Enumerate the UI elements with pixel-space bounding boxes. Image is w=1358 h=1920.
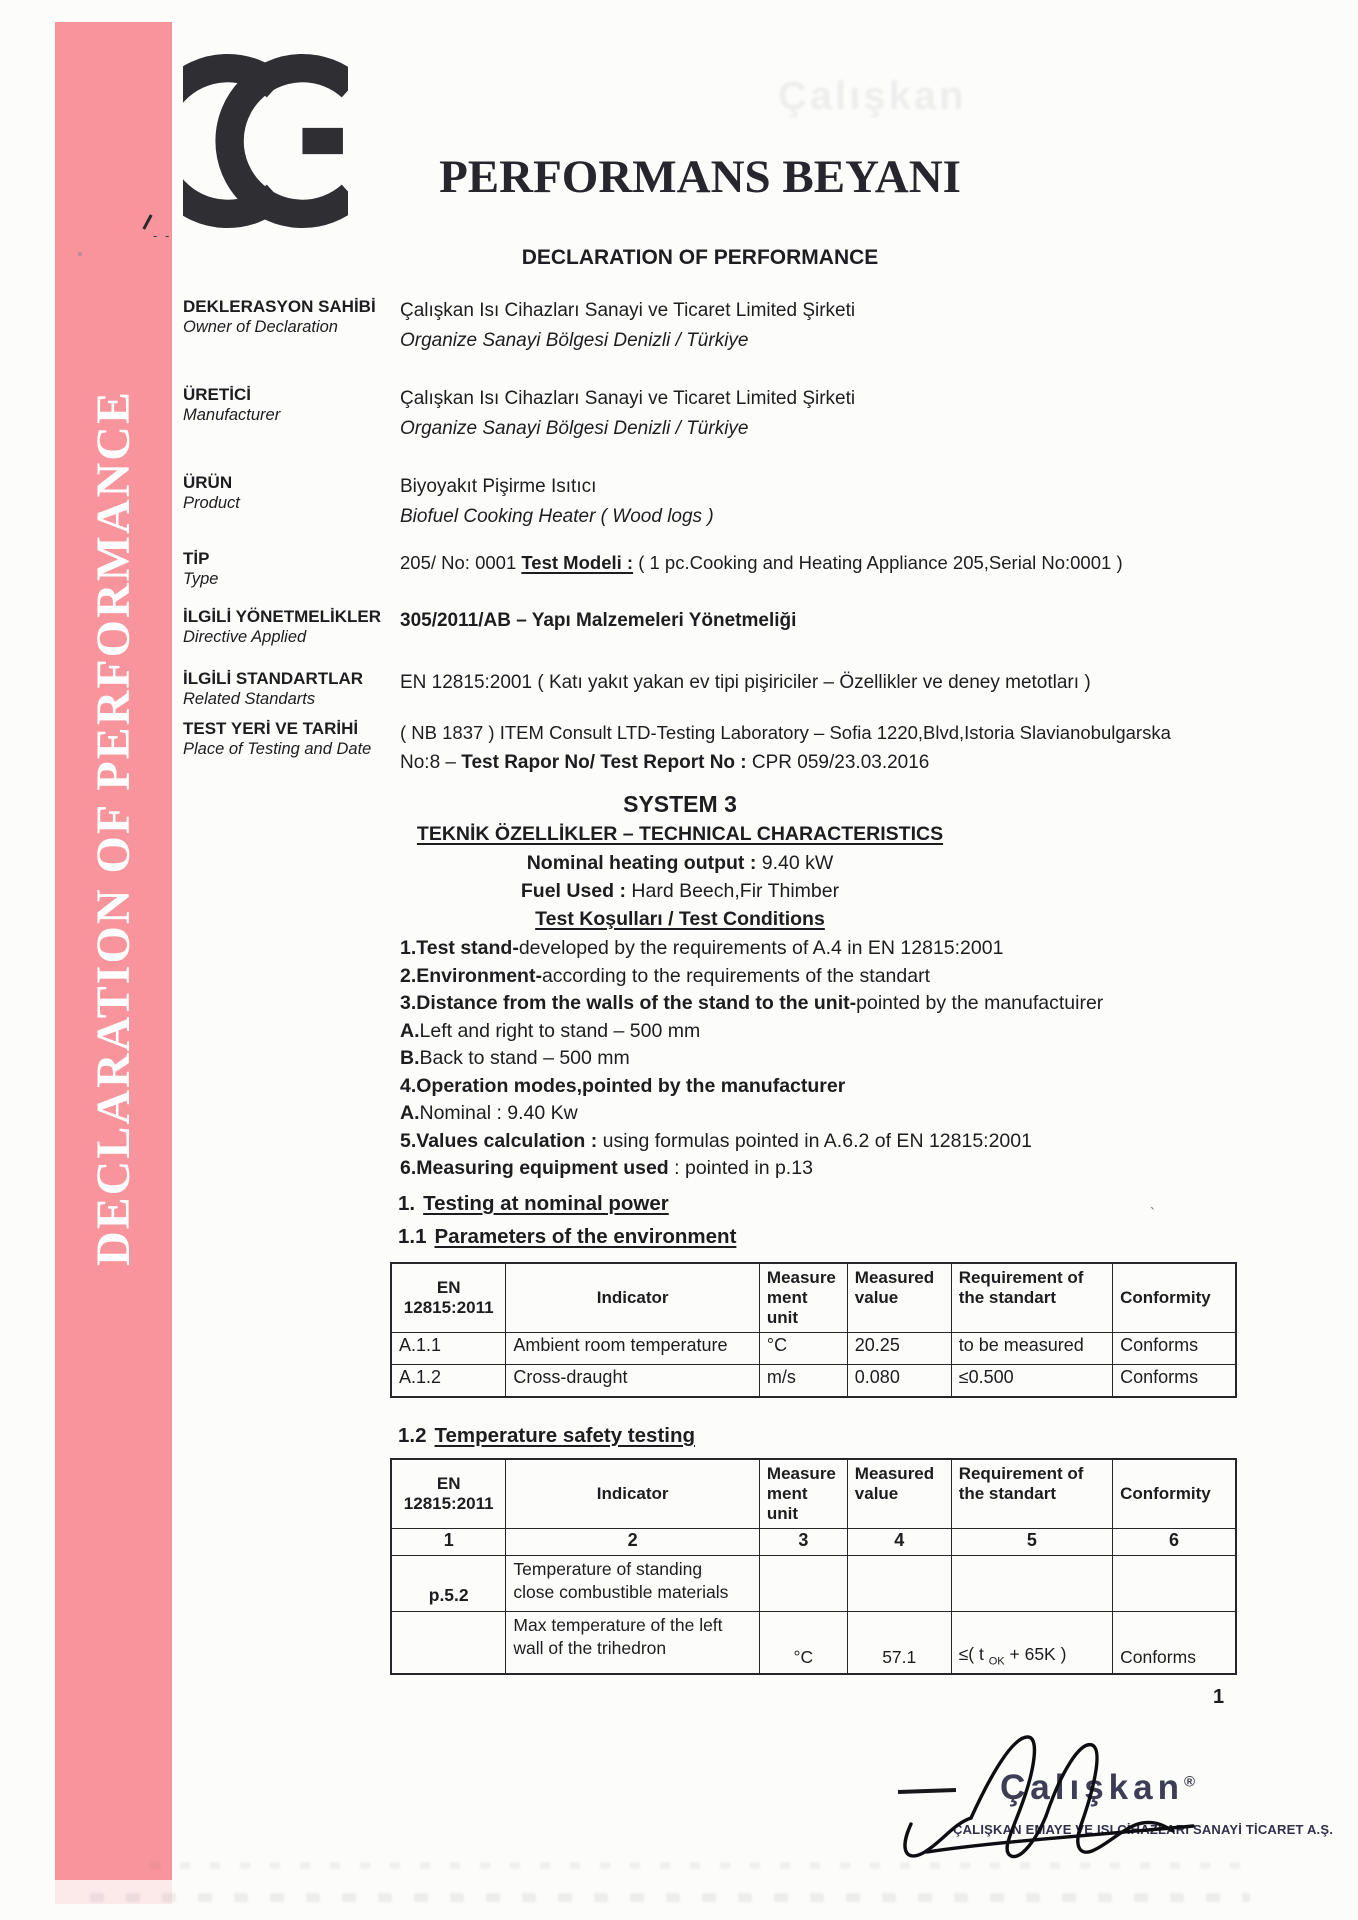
nominal-output-label: Nominal heating output : — [526, 852, 757, 874]
info-sublabel: Directive Applied — [183, 628, 307, 646]
info-value-line: Organize Sanayi Bölgesi Denizli / Türkiye — [400, 330, 749, 351]
info-value-segment: CPR 059/23.03.2016 — [751, 752, 930, 773]
table-cell: Max temperature of the left wall of the trihedron — [506, 1612, 760, 1674]
info-row-directive — [183, 606, 1268, 648]
column-header: Indicator — [506, 1459, 760, 1529]
fuel-used-value: Hard Beech,Fir Thimber — [625, 880, 840, 902]
company-logo: Çalışkan® — [1000, 1768, 1196, 1807]
table-cell — [847, 1556, 951, 1612]
company-name: ÇALIŞKAN EMAYE VE ISI CİHAZLARI SANAYİ TİCARET A.Ş. — [953, 1822, 1334, 1837]
condition-item: A.Left and right to stand – 500 mm — [400, 1019, 701, 1042]
test-conditions-list — [400, 935, 1235, 1183]
table-cell: to be measured — [951, 1333, 1112, 1365]
page-title: PERFORMANS BEYANI — [439, 151, 961, 203]
table-cell — [1113, 1556, 1236, 1612]
column-number-row — [391, 1529, 1236, 1556]
side-banner-text: DECLARATION OF PERFORMANCE — [87, 390, 140, 1266]
table-cell: p.5.2 — [391, 1556, 506, 1612]
condition-item: A.Nominal : 9.40 Kw — [400, 1102, 578, 1124]
table-row — [391, 1612, 1236, 1674]
page-subtitle: DECLARATION OF PERFORMANCE — [521, 246, 879, 269]
info-label: İLGİLİ YÖNETMELİKLER — [183, 607, 382, 626]
column-header: Requirement of the standart — [951, 1263, 1112, 1333]
scan-artifact: - - — [153, 228, 172, 243]
declaration-info — [183, 296, 1268, 778]
watermark-text: Çalışkan — [778, 74, 967, 118]
scan-noise — [150, 1862, 1250, 1869]
table-cell: Ambient room temperature — [506, 1333, 760, 1365]
table-cell: °C — [759, 1612, 847, 1674]
info-row-manufacturer — [183, 384, 1268, 444]
table-cell: 1 — [391, 1529, 506, 1556]
info-row-test-place — [183, 718, 1268, 778]
column-header: EN 12815:2011 — [391, 1459, 506, 1529]
table-cell: A.1.2 — [391, 1365, 506, 1398]
info-row-product — [183, 472, 1268, 532]
table-cell — [759, 1556, 847, 1612]
column-header: Measured value — [847, 1263, 951, 1333]
table-cell: m/s — [759, 1365, 847, 1398]
table-cell: Temperature of standing close combustible materials — [506, 1556, 760, 1612]
nominal-output-value: 9.40 kW — [756, 852, 834, 874]
table-cell: 20.25 — [847, 1333, 951, 1365]
column-header: Requirement of the standart — [951, 1459, 1112, 1529]
condition-item: 4.Operation modes,pointed by the manufacturer — [400, 1074, 846, 1097]
scan-artifact: ` — [1150, 1205, 1155, 1222]
table-cell: Conforms — [1113, 1365, 1236, 1398]
condition-item: 3.Distance from the walls of the stand to the unit-pointed by the manufactuirer — [400, 992, 1104, 1014]
section-heading-1-1: 1.1 Parameters of the environment — [398, 1225, 737, 1248]
column-header: Conformity — [1113, 1459, 1236, 1529]
fuel-used-line — [125, 877, 1235, 905]
table-cell: 6 — [1113, 1529, 1236, 1556]
info-value-line: Çalışkan Isı Cihazları Sanayi ve Ticaret Limited Şirketi — [400, 300, 856, 321]
condition-item: 6.Measuring equipment used : pointed in p.13 — [400, 1157, 813, 1179]
column-header: Measure ment unit — [759, 1263, 847, 1333]
info-value-line: EN 12815:2001 ( Katı yakıt yakan ev tipi pişiriciler – Özellikler ve deney metotları ) — [400, 672, 1091, 693]
info-label: ÜRETİCİ — [183, 385, 251, 404]
table-header-row — [391, 1459, 1236, 1529]
table-cell: 4 — [847, 1529, 951, 1556]
registered-mark: ® — [1183, 1773, 1196, 1791]
condition-item: 5.Values calculation : using formulas pointed in A.6.2 of EN 12815:2001 — [400, 1129, 1032, 1152]
scan-artifact — [78, 252, 82, 256]
nominal-output-line — [125, 849, 1235, 877]
info-value-line: Biyoyakıt Pişirme Isıtıcı — [400, 476, 597, 497]
info-value-segment: No:8 – — [400, 752, 462, 773]
table-header-row — [391, 1263, 1236, 1333]
info-label: DEKLERASYON SAHİBİ — [183, 297, 376, 316]
technical-section — [125, 788, 1235, 1183]
column-header: Indicator — [506, 1263, 760, 1333]
info-label: İLGİLİ STANDARTLAR — [183, 669, 364, 688]
table-cell: Conforms — [1113, 1612, 1236, 1674]
info-sublabel: Manufacturer — [183, 406, 281, 424]
info-label: TEST YERİ VE TARİHİ — [183, 719, 359, 738]
column-header: EN 12815:2011 — [391, 1263, 506, 1333]
section-heading-1-2: 1.2 Temperature safety testing — [398, 1424, 696, 1447]
signature-icon — [893, 1732, 1228, 1872]
column-header: Conformity — [1113, 1263, 1236, 1333]
section-heading-1: 1. Testing at nominal power — [398, 1192, 669, 1215]
info-row-owner — [183, 296, 1268, 356]
column-header: Measured value — [847, 1459, 951, 1529]
table-cell — [391, 1612, 506, 1674]
table-cell: 57.1 — [847, 1612, 951, 1674]
table-cell — [951, 1556, 1112, 1612]
info-value-line: Çalışkan Isı Cihazları Sanayi ve Ticaret Limited Şirketi — [400, 388, 856, 409]
info-value-line: ( NB 1837 ) ITEM Consult LTD-Testing Laboratory – Sofia 1220,Blvd,Istoria Slavianobulgarska — [400, 722, 1171, 743]
info-value-line: 305/2011/AB – Yapı Malzemeleri Yönetmeliği — [400, 610, 797, 631]
technical-characteristics-heading: TEKNİK ÖZELLİKLER – TECHNICAL CHARACTERISTICS — [416, 823, 944, 845]
table-row — [391, 1365, 1236, 1398]
table-cell: 5 — [951, 1529, 1112, 1556]
table-cell: ≤0.500 — [951, 1365, 1112, 1398]
table-row — [391, 1556, 1236, 1612]
environment-parameters-table — [390, 1262, 1237, 1398]
info-row-standards — [183, 668, 1268, 710]
table-cell: °C — [759, 1333, 847, 1365]
info-value-segment: Test Rapor No/ Test Report No : — [461, 752, 752, 773]
info-sublabel: Owner of Declaration — [183, 318, 338, 336]
table-cell: 2 — [506, 1529, 760, 1556]
table-cell: A.1.1 — [391, 1333, 506, 1365]
test-conditions-heading: Test Koşulları / Test Conditions — [535, 908, 825, 930]
info-sublabel: Place of Testing and Date — [183, 740, 372, 758]
info-value-line: Organize Sanayi Bölgesi Denizli / Türkiye — [400, 418, 749, 439]
info-value-segment: 205/ No: 0001 — [400, 552, 522, 573]
info-sublabel: Type — [183, 570, 219, 588]
fuel-used-label: Fuel Used : — [520, 880, 626, 902]
condition-item: 1.Test stand-developed by the requirements of A.4 in EN 12815:2001 — [400, 937, 1004, 959]
condition-item: B.Back to stand – 500 mm — [400, 1047, 630, 1069]
info-value-segment: ( 1 pc.Cooking and Heating Appliance 205,Serial No:0001 ) — [633, 552, 1123, 573]
table-cell: 0.080 — [847, 1365, 951, 1398]
column-header: Measure ment unit — [759, 1459, 847, 1529]
info-row-type — [183, 548, 1268, 590]
table-cell: 3 — [759, 1529, 847, 1556]
table-cell: Cross-draught — [506, 1365, 760, 1398]
page-number: 1 — [1213, 1686, 1225, 1708]
table-cell: Conforms — [1113, 1333, 1236, 1365]
info-sublabel: Related Standarts — [183, 690, 316, 708]
info-label: ÜRÜN — [183, 473, 233, 492]
info-label: TİP — [183, 549, 210, 568]
info-sublabel: Product — [183, 494, 240, 512]
system-heading: SYSTEM 3 — [623, 791, 737, 817]
table-cell: ≤( t $_{OK}$ + 65K ) — [951, 1612, 1112, 1674]
info-value-segment: Test Modeli : — [521, 552, 634, 573]
condition-item: 2.Environment-according to the requirements of the standart — [400, 964, 930, 987]
table-row — [391, 1333, 1236, 1365]
info-value-line: Biofuel Cooking Heater ( Wood logs ) — [400, 506, 714, 527]
temperature-safety-table — [390, 1458, 1237, 1675]
scan-noise — [90, 1893, 1250, 1902]
